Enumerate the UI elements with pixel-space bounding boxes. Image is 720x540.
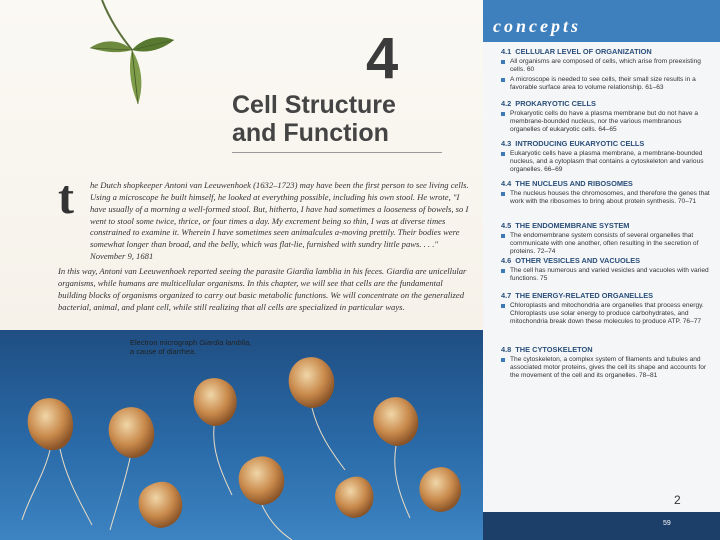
concept-section-heading	[501, 48, 711, 56]
concept-section-title: THE NUCLEUS AND RIBOSOMES	[515, 179, 633, 188]
concepts-sidebar	[483, 0, 720, 540]
concept-section	[501, 48, 711, 92]
concept-list	[483, 42, 720, 512]
concept-point-text: A microscope is needed to see cells, their small size results in a favorable surface area to volume relationship. 61–63	[510, 76, 696, 92]
giardia-cell	[22, 398, 92, 525]
concept-section-number: 4.3	[501, 139, 512, 148]
concept-section-number: 4.8	[501, 345, 512, 354]
concept-point	[501, 110, 711, 134]
chapter-title-line-2: and Function	[232, 118, 389, 147]
square-bullet-icon	[501, 304, 505, 308]
concept-point	[501, 150, 711, 174]
concept-section-heading	[501, 140, 711, 148]
giardia-cell	[239, 456, 292, 540]
concept-point-text: The cytoskeleton, a complex system of filaments and tubules and associated motor proteins, gives the cell its shape and accounts for the movement of the cell and its organelles. 78–81	[510, 356, 707, 380]
giardia-cell	[335, 477, 373, 518]
intro-paragraph-2: In this way, Antoni van Leeuwenhoek reported seeing the parasite Giardia lamblia in his feces. Giardia are unicellular organisms, while humans are multicellular organisms. In this chapter, we will see that cells are the fundamental building blocks of organisms organized to carry out basic metabolic functions. We will concentrate on the generalized bacterial, animal, and plant cell, while still realizing that all cells are specialized in particular ways.	[58, 266, 467, 312]
concept-section-number: 4.7	[501, 291, 512, 300]
chapter-title	[232, 92, 462, 147]
concept-section-title: THE ENERGY-RELATED ORGANELLES	[515, 291, 654, 300]
square-bullet-icon	[501, 358, 505, 362]
concept-section	[501, 180, 711, 206]
chapter-number: 4	[366, 26, 399, 91]
concept-section-title: THE CYTOSKELETON	[515, 345, 593, 354]
concept-section-heading	[501, 257, 711, 265]
concept-point-text: Chloroplasts and mitochondria are organelles that process energy. Chloroplasts use solar energy to produce carbohydrates, and mitochondria break down these molecules to produce ATP. 76–77	[510, 302, 704, 326]
chapter-title-line-1: Cell Structure	[232, 91, 396, 119]
concept-point-text: The cell has numerous and varied vesicles and vacuoles with varied functions. 75	[510, 267, 709, 283]
concept-section	[501, 140, 711, 174]
giardia-cell	[419, 467, 461, 512]
concept-section-title: THE ENDOMEMBRANE SYSTEM	[515, 221, 630, 230]
square-bullet-icon	[501, 192, 505, 196]
concept-section-title: PROKARYOTIC CELLS	[515, 99, 596, 108]
concept-point	[501, 76, 711, 92]
leaf-illustration	[62, 0, 182, 120]
concept-point	[501, 302, 711, 326]
square-bullet-icon	[501, 112, 505, 116]
caption-species: Giardia lamblia,	[199, 338, 252, 347]
intro-paragraph-1: he Dutch shopkeeper Antoni van Leeuwenhoek (1632–1723) may have been the first person to see living cells. Using a microscope he built himself, he looked at everything possible, including his own stool. He wrote, "I have usually of a morning a well-formed stool. But, hitherto, I have had sometimes a looseness of bowels, so I went to stool some twice, thrice, or four times a day. My excrement being so thin, I was at diverse times constrained to examine it. Wherein I have sometimes seen animalcules a-moving prettily. Their bodies were somewhat longer than broad, and the belly, which was flat-lie, furnished with sundry little paws. . . ." November 9, 1681	[90, 180, 469, 262]
caption-prefix: Electron micrograph	[130, 338, 200, 347]
concept-point-text: Eukaryotic cells have a plasma membrane, a membrane-bounded nucleus, and a cytoplasm that contains a cytoskeleton and various organelles. 66–69	[510, 150, 704, 174]
square-bullet-icon	[501, 78, 505, 82]
drop-cap: t	[58, 171, 74, 224]
concept-section-number: 4.6	[501, 256, 512, 265]
concepts-header	[483, 0, 720, 42]
concept-section-heading	[501, 292, 711, 300]
concepts-title: concepts	[493, 16, 581, 36]
square-bullet-icon	[501, 234, 505, 238]
giardia-cell	[194, 378, 237, 495]
concept-section-title: CELLULAR LEVEL OF ORGANIZATION	[515, 47, 652, 56]
square-bullet-icon	[501, 60, 505, 64]
concept-section-heading	[501, 346, 711, 354]
title-rule	[232, 152, 442, 153]
concept-point-text: Prokaryotic cells do have a plasma membrane but do not have a membrane-bounded nucleus, nor the various membranous organelles of eukaryotic cells. 64–65	[510, 110, 699, 134]
concept-section-number: 4.5	[501, 221, 512, 230]
concept-point-text: The nucleus houses the chromosomes, and therefore the genes that work with the ribosomes to bring about protein synthesis. 70–71	[510, 190, 710, 206]
giardia-cell	[139, 482, 183, 528]
slide-number: 2	[674, 493, 681, 507]
concept-point	[501, 58, 711, 74]
concept-section	[501, 257, 711, 283]
page-folio: 59	[663, 520, 671, 527]
concept-point-text: The endomembrane system consists of several organelles that communicate with one another, often resulting in the secretion of proteins. 72–74	[510, 232, 699, 256]
concept-section-title: OTHER VESICLES AND VACUOLES	[515, 256, 641, 265]
giardia-micrograph	[0, 250, 483, 540]
concept-section-heading	[501, 100, 711, 108]
concept-section-number: 4.4	[501, 179, 512, 188]
concept-section	[501, 292, 711, 326]
concept-section-number: 4.1	[501, 47, 512, 56]
concept-point	[501, 232, 711, 256]
page-footer	[483, 512, 720, 540]
concept-point	[501, 267, 711, 283]
concept-section-heading	[501, 180, 711, 188]
concept-point-text: All organisms are composed of cells, which arise from preexisting cells. 60	[510, 58, 701, 74]
concept-section-number: 4.2	[501, 99, 512, 108]
square-bullet-icon	[501, 152, 505, 156]
concept-section	[501, 222, 711, 256]
caption-rest: a cause of diarrhea.	[130, 347, 197, 356]
giardia-cell	[373, 397, 418, 518]
micrograph-caption	[130, 338, 290, 356]
concept-section-heading	[501, 222, 711, 230]
concept-point	[501, 190, 711, 206]
concept-section	[501, 100, 711, 134]
concept-section-title: INTRODUCING EUKARYOTIC CELLS	[515, 139, 645, 148]
square-bullet-icon	[501, 269, 505, 273]
concept-section	[501, 346, 711, 380]
giardia-cell	[289, 357, 345, 470]
concept-point	[501, 356, 711, 380]
